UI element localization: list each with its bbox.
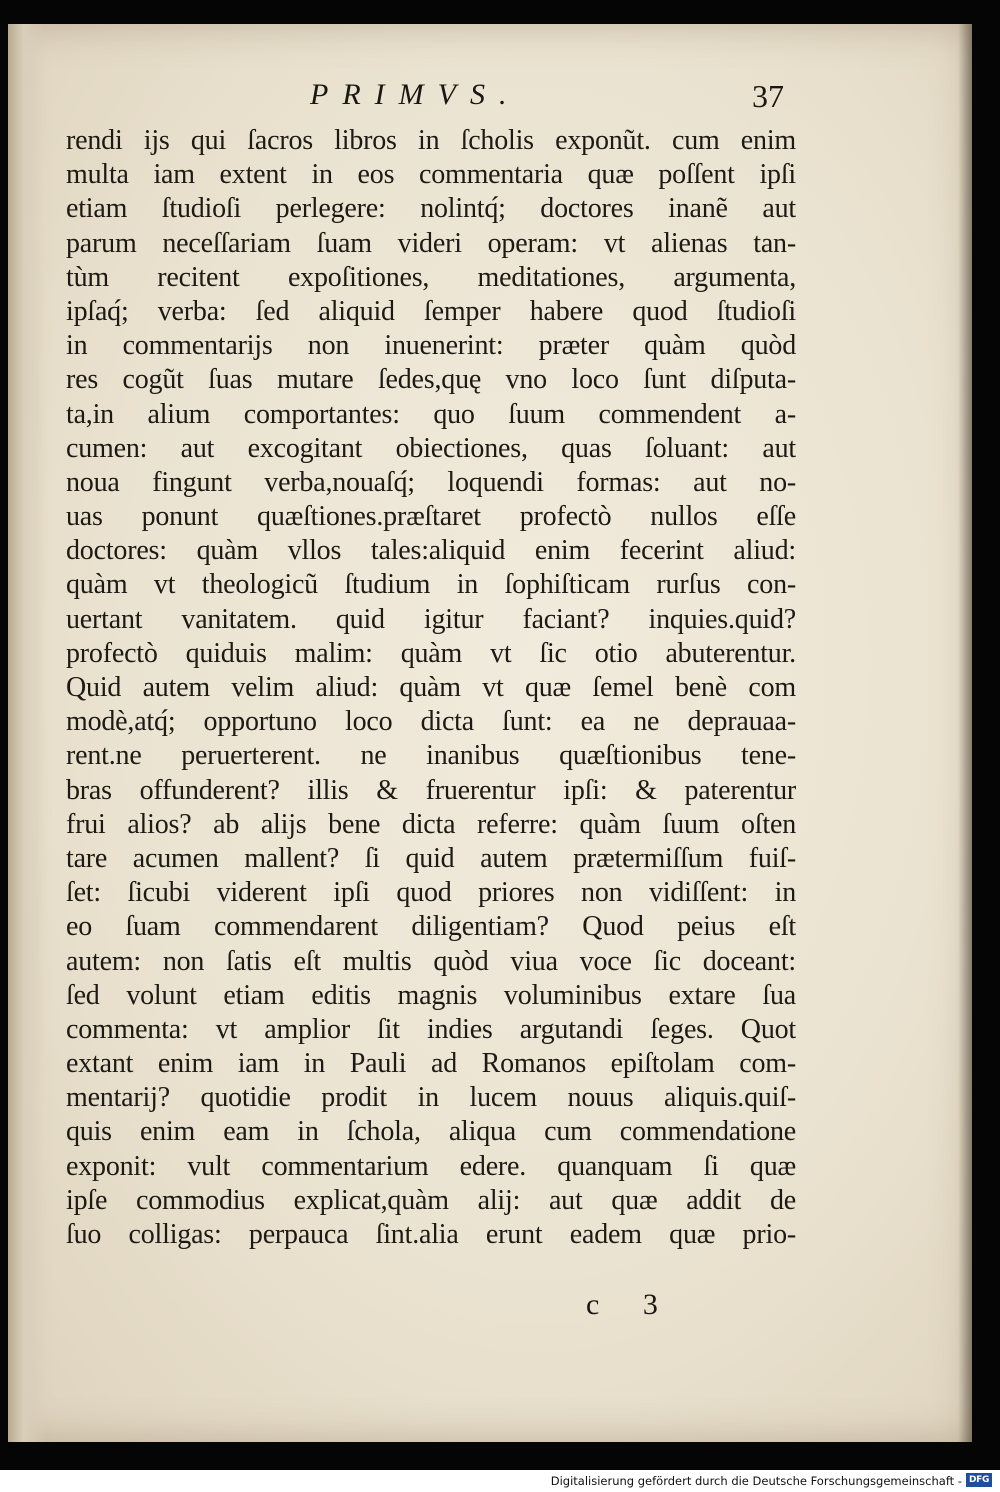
text-line: tare acumen mallent? ſi quid autem prætermiſſum fuiſ- <box>66 842 796 874</box>
text-line: rendi ijs qui ſacros libros in ſcholis exponũt. cum enim <box>66 125 796 156</box>
text-line: ſed volunt etiam editis magnis voluminibus extare ſua <box>66 979 796 1011</box>
text-line: uas ponunt quæſtiones.præſtaret profectò nullos eſſe <box>66 501 796 533</box>
text-line: etiam ſtudioſi perlegere: nolintq́; doctores inanẽ aut <box>66 193 796 225</box>
text-line: ipſe commodius explicat,quàm alij: aut quæ addit de <box>66 1184 796 1216</box>
text-line: rent.ne peruerterent. ne inanibus quæſtionibus tene- <box>66 740 796 772</box>
text-line: ipſaq́; verba: ſed aliquid ſemper habere quod ſtudioſi <box>66 295 796 327</box>
text-line: commenta: vt amplior ſit indies argutandi ſeges. Quot <box>66 1013 796 1045</box>
running-head: PRIMVS. <box>310 78 521 111</box>
text-line: eo ſuam commendarent diligentiam? Quod peius eſt <box>66 911 796 943</box>
text-line: multa iam extent in eos commentaria quæ poſſent ipſi <box>66 159 796 191</box>
text-line: cumen: aut excogitant obiectiones, quas ſoluant: aut <box>66 432 796 464</box>
text-line: doctores: quàm vllos tales:aliquid enim fecerint aliud: <box>66 535 796 567</box>
text-line: uertant vanitatem. quid igitur faciant? inquies.quid? <box>66 603 796 635</box>
text-line: ſet: ſicubi viderent ipſi quod priores non vidiſſent: in <box>66 877 796 909</box>
footer-bar <box>0 1470 1000 1492</box>
text-line: profectò quiduis malim: quàm vt ſic otio abuterentur. <box>66 637 796 669</box>
page-number: 37 <box>752 78 784 114</box>
text-line: extant enim iam in Pauli ad Romanos epiſtolam com- <box>66 1048 796 1080</box>
text-line: exponit: vult commentarium edere. quanquam ſi quæ <box>66 1150 796 1182</box>
text-line: ſuo colligas: perpauca ſint.alia erunt eadem quæ prio- <box>66 1219 796 1250</box>
text-line: mentarij? quotidie prodit in lucem nouus aliquis.quiſ- <box>66 1082 796 1114</box>
body-text <box>66 124 796 1252</box>
text-line: in commentarijs non inuenerint: præter quàm quòd <box>66 330 796 362</box>
text-line: quis enim eam in ſchola, aliqua cum commendatione <box>66 1116 796 1148</box>
text-line: parum neceſſariam ſuam videri operam: vt alienas tan- <box>66 227 796 259</box>
dfg-logo-icon: DFG <box>966 1473 992 1487</box>
page-gutter <box>8 24 46 1442</box>
signature-mark: c 3 <box>586 1288 676 1321</box>
text-line: modè,atq́; opportuno loco dicta ſunt: ea ne deprauaa- <box>66 706 796 738</box>
text-line: res cogũt ſuas mutare ſedes,quę vno loco ſunt diſputa- <box>66 364 796 396</box>
text-line: autem: non ſatis eſt multis quòd viua voce ſic doceant: <box>66 945 796 977</box>
funding-credit: Digitalisierung gefördert durch die Deutsche Forschungsgemeinschaft - <box>550 1474 962 1488</box>
text-line: Quid autem velim aliud: quàm vt quæ ſemel benè com <box>66 672 796 703</box>
text-line: frui alios? ab alijs bene dicta referre: quàm ſuum oſten <box>66 808 796 840</box>
text-line: noua fingunt verba,nouaſq́; loquendi formas: aut no- <box>66 466 796 498</box>
text-line: tùm recitent expoſitiones, meditationes, argumenta, <box>66 261 796 293</box>
text-line: bras offunderent? illis & fruerentur ipſi: & paterentur <box>66 774 796 806</box>
text-line: quàm vt theologicũ ſtudium in ſophiſticam rurſus con- <box>66 569 796 601</box>
text-line: ta,in alium comportantes: quo ſuum commendent a- <box>66 398 796 430</box>
page-edge-shadow <box>958 24 972 1442</box>
